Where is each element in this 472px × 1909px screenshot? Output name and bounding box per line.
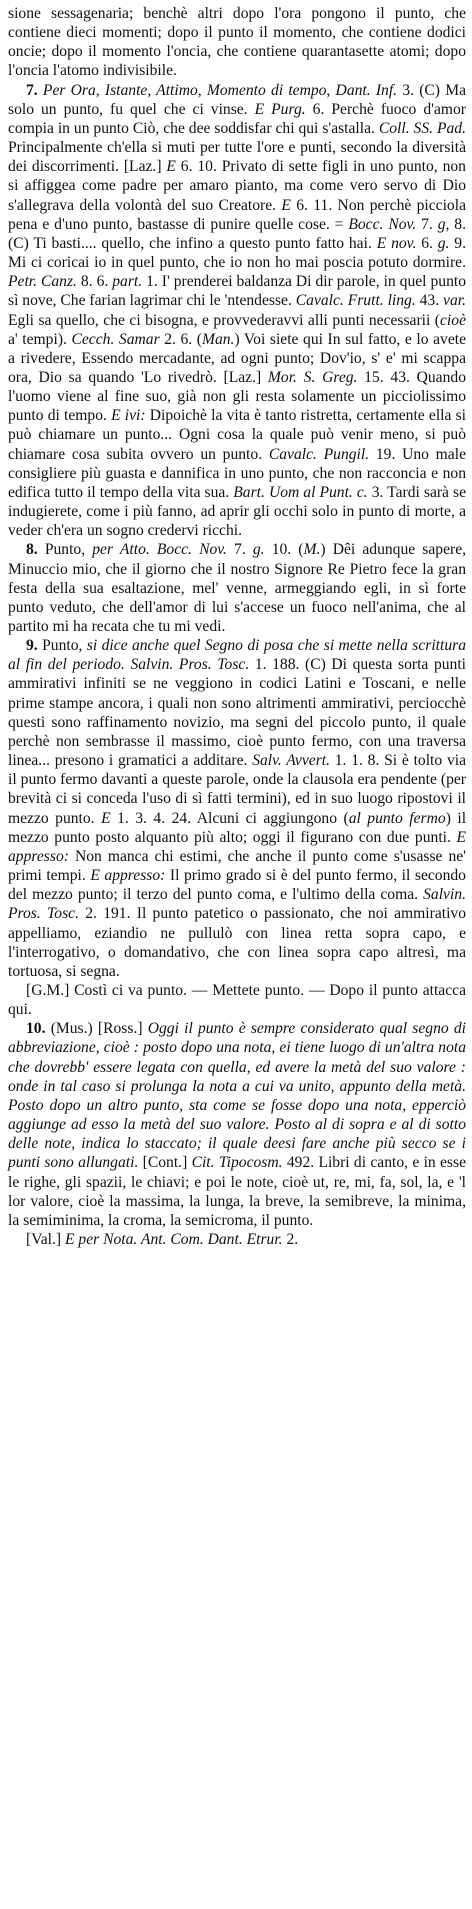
text-run: Il primo grado si è del punto fermo, il secondo del mezzo punto; il terzo del punto coma, e l'ultimo della coma. (8, 867, 466, 904)
italic-run: Cavalc. Pungil. (268, 445, 370, 463)
italic-run: g. (437, 234, 450, 252)
text-run: 1. 3. 4. 24. Alcuni ci aggiungono ( (110, 809, 349, 827)
italic-run: var. (443, 292, 466, 310)
italic-run: Cit. Tipocosm. (191, 1154, 283, 1172)
text-run: [Cont.] (138, 1154, 192, 1172)
text-run: Non manca chi estimi, che anche il punto come s'usasse ne' primi tempi. (8, 847, 466, 885)
italic-run: Salv. Avvert. (252, 752, 330, 770)
text-run: Punto, (42, 637, 87, 655)
text-run: 19. Uno male consigliere più guasta e dannifica in uno punto, che non racconcia e non edifica tutto il tempo della vita sua. (8, 445, 466, 501)
italic-run: E per Nota. Ant. Com. Dant. Etrur. (64, 1231, 283, 1248)
text-run: [Val.] (26, 1231, 65, 1248)
italic-run: E (281, 196, 291, 214)
italic-run: al punto fermo (348, 809, 446, 827)
text-run: a' tempi). (8, 330, 72, 348)
text-run: Egli sa quello, che ci bisogna, e provvederavvi alli punti necessarii ( (8, 311, 441, 329)
text-run: 7. (416, 215, 438, 233)
italic-run: Cecch. Samar (71, 330, 160, 348)
italic-run: Bocc. Nov. (348, 215, 417, 233)
text-run: 6. Perchè fuoco d'amor compia in un punto Ciò, che dee soddisfar chi qui s'astalla. (8, 100, 466, 137)
text-run: 1. I' prenderei baldanza Di dir parole, in quel punto sì nove, Che farian lagrimar chi le 'ntendesse. (8, 273, 466, 310)
text-run: 6. 11. Non perchè picciola pena e d'uno punto, bastasse di punire quelle cose. = (8, 196, 466, 233)
italic-run: Cavalc. Frutt. ling. (295, 292, 416, 310)
text-run: 6. (416, 234, 438, 252)
italic-run: Coll. SS. Pad. (378, 119, 466, 137)
entry-paragraph (8, 1019, 466, 1230)
text-run: 43. (415, 292, 444, 310)
entry-paragraph (8, 4, 466, 81)
italic-run: Man. (201, 330, 235, 348)
italic-run: E nov. (376, 234, 417, 252)
entry-paragraph (8, 540, 466, 636)
entry-paragraph (8, 636, 466, 981)
text-run: 3. (C) Ma solo un punto, fu quel che ci vinse. (8, 81, 466, 118)
entry-paragraph (8, 981, 466, 1019)
text-run: Punto, (44, 541, 93, 559)
text-run: 2. 191. Il punto patetico o passionato, che noi ammirativo appelliamo, eziandio ne pullulò con linea retta sopra capo, e l'interrogativo, o domandativo, che con linea sopra capo altresì, ma tortuosa, si segna. (8, 905, 466, 980)
text-run: sione sessagenaria; benchè altri dopo l'ora pongono il punto, che contiene dieci momenti; dopo il punto il momento, che contiene dodici oncie; dopo il momento l'oncia, che contiene quarantasette atomi; dopo l'oncia l'atomo indivisibile. (8, 5, 466, 80)
sense-number: 9. (26, 637, 43, 655)
text-run: 1. 188. (C) Di questa sorta punti ammirativi infiniti se ne veggiono in codici Latini e Toscani, e nelle prime stampe ancora, i quali non sono altrimenti ammirativi, perciocchè questi sono raffinamento novizio, ma segni del piccolo punto, il quale perchè non sembrasse il massimo, cioè punto fermo, con una traversa linea... presono i gramatici a additare. (8, 656, 466, 770)
italic-run: Per Ora, Istante, Attimo, Momento di tempo, Dant. Inf. (42, 81, 398, 99)
text-run: ) il mezzo punto posto alquanto più alto; oggi il figurano con due punti. (8, 809, 467, 846)
italic-run: E Purg. (254, 100, 306, 118)
text-run: ) Dêi adunque sapere, Minuccio mio, che il giorno che il nostro Signore Re Pietro fece la gran festa della sua esaltazione, mel' venne, armeggiando egli, in sì forte punto veduto, che dell'amor di lui s'accese un fuoco nell'anima, che al partito mi ha recata che tu mi vedi. (8, 541, 467, 635)
italic-run: Petr. Canz. (8, 273, 77, 291)
text-run: 6. 10. Privato di sette figli in uno punto, non si affiggea come padre per amaro pianto, ma come vero servo di Dio s'allegrava della volontà del suo Creatore. (8, 158, 466, 214)
text-run: 2. (282, 1231, 299, 1248)
italic-run: E (101, 809, 111, 827)
italic-run: E ivi: (111, 407, 146, 425)
sense-number: 10. (26, 1020, 51, 1038)
italic-run: per Atto. Bocc. Nov. (92, 541, 227, 559)
entry-paragraph (8, 81, 466, 541)
italic-run: E (166, 158, 176, 176)
text-run: 8. (C) Ti basti.... quello, che infino a questo punto fatto hai. (8, 215, 466, 252)
italic-run: g. (252, 541, 265, 559)
sense-number: 7. (26, 81, 43, 99)
italic-run: cioè (440, 311, 466, 329)
text-run: 1. 1. 8. Si è tolto via il punto fermo davanti a queste parole, onde la clausola era pendente (per brevità ci si conceda l'uso di sì fatti termini), ed in suo luogo ripostovi il mezzo punto. (8, 752, 466, 827)
text-run: 492. Libri di canto, e in esse le righe, gli spazii, le chiavi; e poi le note, cioè ut, re, mi, fa, sol, la, e 'l lor valore, cioè la massima, la lunga, la breve, la semibreve, la minima, la semiminima, la croma, la semicroma, il punto. (8, 1154, 466, 1229)
italic-run: g, (437, 215, 450, 233)
text-run: Dipoichè la vita è tanto ristretta, certamente ella si può chiamare un punto... Ogni cosa la quale può venir meno, si può chiamare cosa subita ovvero un punto. (8, 407, 466, 463)
italic-run: Oggi il punto è sempre considerato qual segno di abbreviazione, cioè : posto dopo una nota, ei tiene luogo di un'altra nota che dovrebb' essere legata con quella, ed avere la metà del suo valore : onde in tal caso si prolunga la nota a cui va unito, appunto della metà. Posto dopo un altro punto, sta come se fosse dopo una nota, epperciò aggiunge ad esso la metà del suo valore. Posto al di sopra e al di sotto delle note, indica lo staccato; il quale deesi fare anche più secco se i punti sono allungati. (8, 1020, 466, 1172)
entry-paragraph (8, 1230, 466, 1249)
italic-run: Mor. S. Greg. (267, 368, 358, 386)
italic-run: Bart. Uom al Punt. c. (233, 483, 368, 501)
sense-number: 8. (26, 541, 45, 559)
text-run: 10. ( (264, 541, 304, 559)
italic-run: E appresso: (90, 867, 166, 885)
text-run: ) Voi siete qui In sul fatto, e lo avete a rivedere, Essendo mercadante, ad ogni punto; Dov'io, s' e' mi scappa ora, Dio sa quando 'Lo rivedrò. [Laz.] (8, 330, 466, 386)
italic-run: M. (303, 541, 321, 559)
text-run: 3. Tardi sarà se indugierete, come i più fanno, ad aprir gli occhi solo in punto di morte, a veder ch'era un sogno credervi ricchi. (8, 483, 467, 540)
text-column (8, 4, 466, 1249)
text-run: [G.M.] Costì ci va punto. — Mettete punto. — Dopo il punto attacca qui. (8, 981, 466, 1019)
italic-run: Salvin. Pros. Tosc. (8, 886, 466, 923)
text-run: 7. (226, 541, 253, 559)
text-run: 9. Mi ci coricai io in quel punto, che io non ho mai poscia potuto dormire. (8, 234, 467, 272)
text-run: (Mus.) [Ross.] (50, 1020, 148, 1038)
italic-run: si dice anche quel Segno di posa che si mette nella scrittura al fin del periodo. Salvin. Pros. Tosc. (8, 637, 466, 674)
text-run: Principalmente ch'ella si muti per tutte l'ore e punti, secondo la diversità dei discorrimenti. [Laz.] (8, 139, 466, 176)
text-run: 8. 6. (76, 273, 113, 291)
italic-run: part. (112, 273, 143, 291)
text-run: 15. 43. Quando l'uomo viene al fine suo, già non gli resta solamente un picciolissimo punto di tempo. (8, 368, 466, 425)
italic-run: E appresso: (8, 828, 466, 865)
text-run: 2. 6. ( (159, 330, 202, 348)
